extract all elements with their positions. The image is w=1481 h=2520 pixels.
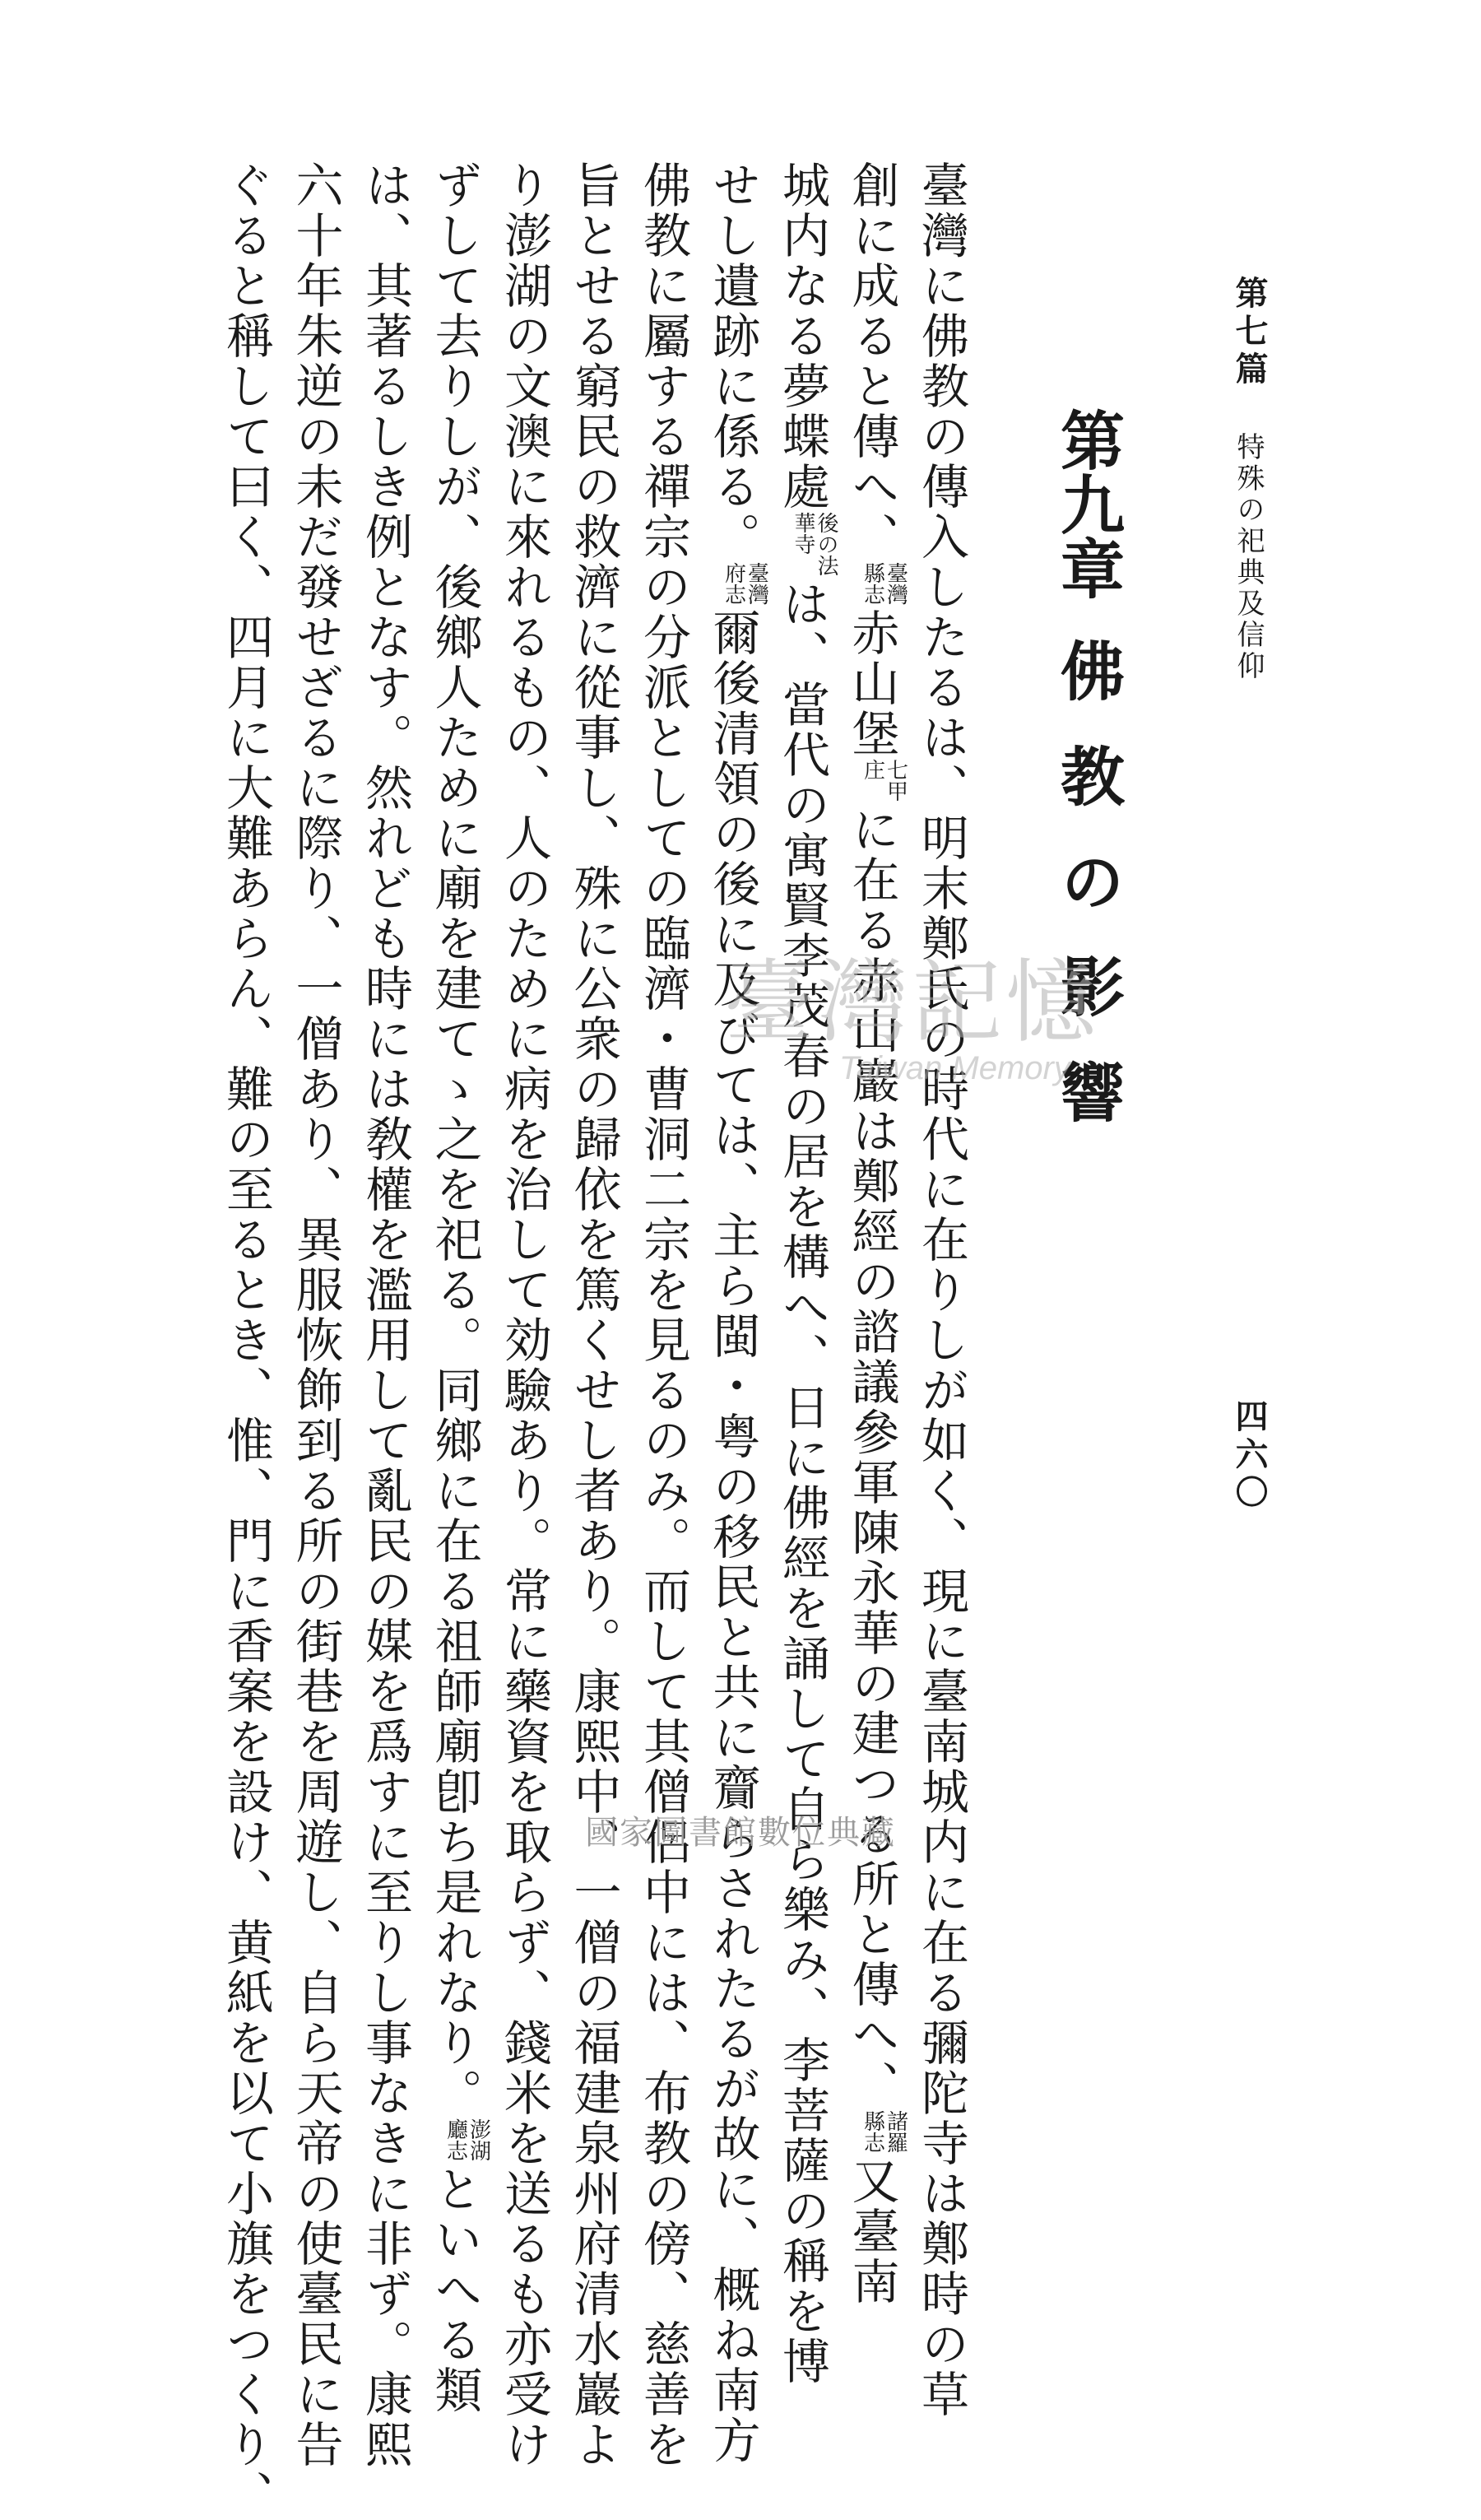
source-note-line: 諸羅: [883, 2110, 908, 2153]
source-note-line: 澎湖: [466, 2118, 491, 2161]
page-number: 四六〇: [1230, 1399, 1269, 1513]
source-note-line: 華寺: [791, 512, 816, 555]
source-note-line: 縣志: [860, 562, 885, 605]
text-run: り澎湖の文澳に來れるもの、人のために病を治して効驗あり。常に藥資を取らず、錢米を送るも亦受け: [496, 160, 552, 2470]
text-run: 創に成ると傳へ、: [843, 160, 900, 562]
text-run: といへる類: [426, 2164, 483, 2415]
chapter-number: 第九章: [1050, 407, 1125, 600]
text-column: [704, 160, 769, 2466]
footer-credit: 國家圖書館數位典藏: [585, 1814, 896, 1852]
source-note-line: 臺灣: [883, 562, 908, 605]
source-note: [445, 2118, 490, 2161]
text-run: ずして去りしが、後鄉人ために廟を建てゝ之を祀る。同鄉に在る祖師廟卽ち是れなり。: [426, 160, 483, 2118]
text-run: 城内なる夢蝶處: [774, 160, 830, 512]
text-column: [218, 160, 274, 2520]
running-head-part: 第七篇: [1230, 276, 1269, 389]
text-column: [774, 160, 839, 2387]
text-run: は、當代の寓賢李茂春の居を構へ、日に佛經を誦して自ら樂み、李菩薩の稱を博: [774, 579, 830, 2387]
source-note-line: 府志: [721, 562, 746, 605]
text-column: [287, 160, 344, 2470]
source-note: [723, 562, 768, 605]
watermark-subtext: Taiwan Memory: [839, 1050, 1070, 1086]
text-run: 旨とせる窮民の救濟に從事し、殊に公衆の歸依を篤くせし者あり。康熙中、一僧の福建泉州府清水巖よ: [565, 160, 622, 2470]
text-run: 又臺南: [843, 2156, 900, 2307]
watermark-logo: [724, 930, 1185, 1086]
text-run: 佛教に屬する禪宗の分派としての臨濟・曹洞二宗を見るのみ。而して其僧侶中には、布教の傍、慈善を: [635, 160, 691, 2470]
text-column: [357, 160, 413, 2470]
source-note-line: 廳志: [443, 2118, 468, 2161]
source-note: [862, 2110, 907, 2153]
text-run: ぐると稱して曰く、四月に大難あらん、難の至るとき、惟、門に香案を設け、黄紙を以て小旗をつくり、: [218, 160, 274, 2520]
chapter-title: 佛教の影響: [1050, 638, 1125, 1165]
source-note: [862, 562, 907, 605]
text-column: [496, 160, 552, 2470]
source-note-line: 庄: [860, 759, 885, 780]
text-run: 臺灣に佛教の傳入したるは、明末鄭氏の時代に在りしが如く、現に臺南城内に在る彌陀寺は鄭時の草: [913, 160, 969, 2420]
text-run: に在る赤山巖は鄭經の諮議參軍陳永華の建つる所と傳へ、: [843, 805, 900, 2110]
text-column: [426, 160, 491, 2415]
source-note-line: 後の法: [814, 512, 839, 576]
running-head-subtitle: 特殊の祀典及信仰: [1232, 432, 1265, 682]
source-note: [862, 759, 907, 802]
text-run: 六十年朱逆の未だ發せざるに際り、一僧あり、異服恢飾到る所の街巷を周遊し、自ら天帝の使臺民に告: [287, 160, 344, 2470]
source-note-line: 臺灣: [744, 562, 769, 605]
text-column: [913, 160, 969, 2420]
text-column: [843, 160, 908, 2307]
text-column: [565, 160, 622, 2470]
text-run: 赤山堡: [843, 608, 900, 759]
source-note-line: 七甲: [883, 759, 908, 802]
source-note-line: 縣志: [860, 2110, 885, 2153]
text-run: せし遺跡に係る。: [704, 160, 761, 562]
watermark-text: 臺灣記憶: [724, 950, 1099, 1055]
text-run: 爾後清領の後に及びては、主ら閩・粤の移民と共に齎らされたるが故に、概ね南方: [704, 608, 761, 2466]
source-note: [792, 512, 837, 576]
text-run: は、其著るしき例となす。然れども時には敎權を濫用して亂民の媒を爲すに至りし事なきに非ず。康熙: [357, 160, 413, 2470]
text-column: [635, 160, 691, 2470]
